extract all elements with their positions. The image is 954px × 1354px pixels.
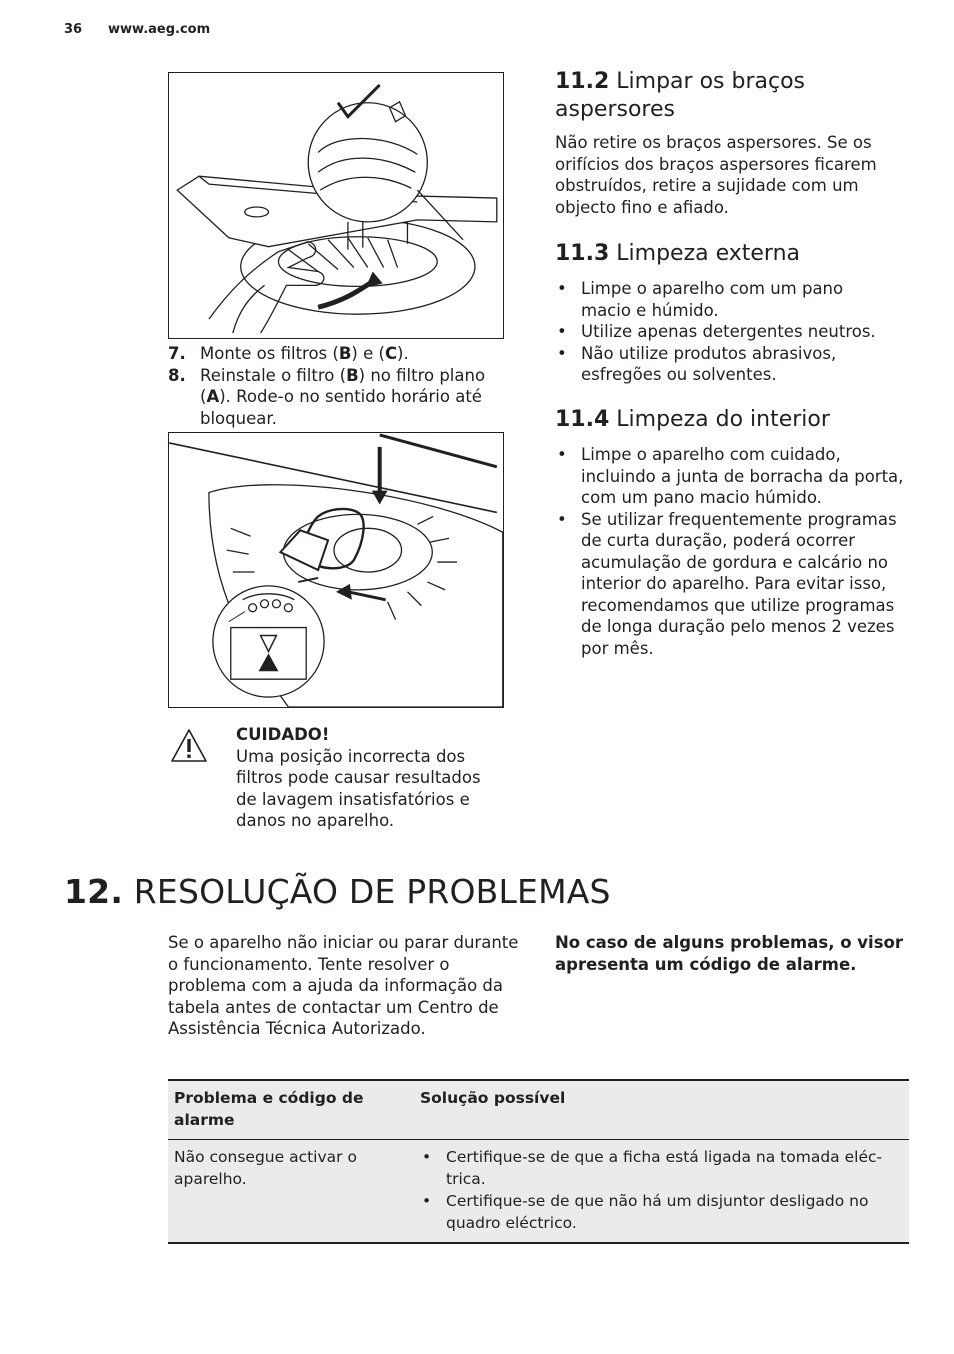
filter-letter: B	[346, 365, 359, 385]
section-number: 11.4	[555, 407, 610, 432]
caution-title: CUIDADO!	[236, 725, 330, 744]
caution-block	[236, 724, 496, 832]
step-text	[200, 366, 485, 428]
problem-cell: Não consegue activar o aparelho.	[168, 1140, 414, 1244]
chapter-heading: RESOLUÇÃO DE PROBLEMAS	[133, 872, 611, 911]
chapter-number: 12.	[64, 872, 124, 911]
section-heading	[555, 406, 915, 434]
list-item: • Não utilize produtos abrasivos, esfregões ou solventes.	[555, 343, 895, 386]
list-item: • Certifique-se de que a ficha está ligada na tomada eléc-trica.	[420, 1146, 901, 1190]
step-text-part: ). Rode-o no sentido horário até bloquear.	[200, 387, 482, 428]
alarm-code-note: No caso de alguns problemas, o visor apresenta um código de alarme.	[555, 933, 903, 974]
list-item: • Certifique-se de que não há um disjuntor desligado no quadro eléctrico.	[420, 1190, 901, 1234]
section-number: 11.2	[555, 69, 610, 94]
website: www.aeg.com	[108, 22, 211, 37]
step-text-part: Reinstale o filtro (	[200, 365, 347, 385]
filter-letter: C	[384, 344, 398, 363]
section-number: 11.3	[555, 241, 610, 266]
filter-illustration-1	[168, 72, 504, 339]
step-7	[168, 343, 508, 365]
filter-lock-drawing	[169, 433, 503, 707]
filter-illustration-2	[168, 432, 504, 708]
bullet-list	[555, 444, 911, 659]
solution-cell	[414, 1140, 909, 1244]
step-8	[168, 365, 508, 430]
step-text-part: ) e (	[351, 344, 385, 363]
step-text-part: ) no filtro plano (	[200, 365, 486, 406]
section-title: Limpeza externa	[616, 241, 801, 266]
section-11-3	[555, 240, 915, 386]
table-row	[168, 1140, 909, 1244]
section-title: Limpar os braços aspersores	[555, 69, 805, 122]
list-item: • Utilize apenas detergentes neutros.	[555, 321, 895, 343]
section-paragraph: Não retire os braços aspersores. Se os orifícios dos braços aspersores ficarem obstruídos, retire a sujidade com um objecto fino e afiado.	[555, 133, 877, 217]
warning-icon	[170, 728, 208, 764]
troubleshooting-table	[168, 1079, 909, 1244]
steps-list	[168, 343, 508, 429]
spray-arm-drawing	[169, 73, 503, 338]
filter-letter: B	[338, 344, 352, 363]
list-item: • Se utilizar frequentemente programas de curta duração, poderá ocorrer acumulação de gordura e calcário no interior do aparelho. Para evitar isso, recomendamos que utilize programas de longa duração pelo menos 2 vezes por mês.	[555, 509, 911, 660]
section-title: Limpeza do interior	[616, 407, 830, 432]
chapter-intro: Se o aparelho não iniciar ou parar durante o funcionamento. Tente resolver o problema com a ajuda da informação da tabela antes de contactar um Centro de Assistência Técnica Autorizado.	[168, 933, 519, 1038]
step-text	[200, 344, 409, 363]
section-11-2	[555, 68, 915, 218]
section-11-4	[555, 406, 915, 659]
column-header-problem: Problema e código de alarme	[168, 1080, 414, 1140]
list-item: • Limpe o aparelho com cuidado, incluindo a junta de borracha da porta, com um pano macio húmido.	[555, 444, 911, 509]
step-number: 7.	[168, 344, 186, 363]
section-heading	[555, 68, 915, 124]
caution-text: Uma posição incorrecta dos filtros pode causar resultados de lavagem insatisfatórios e danos no aparelho.	[236, 746, 481, 830]
section-heading	[555, 240, 915, 268]
page-number: 36	[64, 22, 83, 37]
solution-list	[420, 1146, 901, 1234]
filter-letter: A	[206, 387, 220, 406]
step-number: 8.	[168, 365, 186, 385]
table-header-row	[168, 1080, 909, 1140]
chapter-title	[64, 872, 611, 912]
step-text-part: Monte os filtros (	[200, 344, 339, 363]
bullet-list	[555, 278, 895, 386]
column-header-solution: Solução possível	[414, 1080, 909, 1140]
list-item: • Limpe o aparelho com um pano macio e húmido.	[555, 278, 895, 321]
step-text-part: ).	[397, 344, 409, 363]
